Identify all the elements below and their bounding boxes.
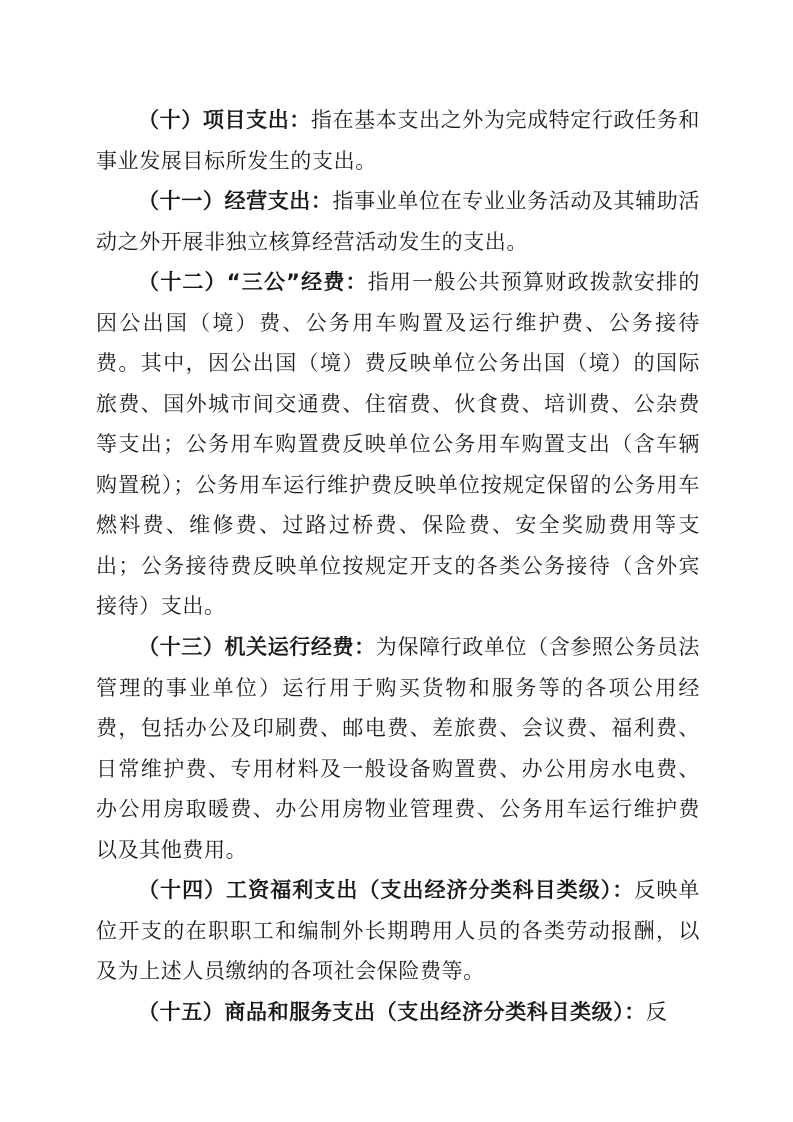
paragraph-text: 指用一般公共预算财政拨款安排的因公出国（境）费、公务用车购置及运行维护费、公务接待费。其中，因公出国（境）费反映单位公务出国（境）的国际旅费、国外城市间交通费、住宿费、伙食费、培训费、公杂费等支出；公务用车购置费反映单位公务用车购置支出（含车辆购置税）；公务用车运行维护费反映单位按规定保留的公务用车燃料费、维修费、过路过桥费、保险费、安全奖励费用等支出；公务接待费反映单位按规定开支的各类公务接待（含外宾接待）支出。 (96, 270, 701, 618)
paragraph-goods-services-expenditure (96, 992, 700, 1033)
paragraph-text: 反 (645, 1000, 668, 1024)
term-label: （十）项目支出： (138, 108, 311, 132)
term-label: （十四）工资福利支出（支出经济分类科目类级）： (138, 878, 635, 902)
paragraph-project-expenditure (96, 100, 700, 181)
term-label: （十三）机关运行经费： (138, 635, 376, 659)
paragraph-text: 为保障行政单位（含参照公务员法管理的事业单位）运行用于购买货物和服务等的各项公用经费，包括办公及印刷费、邮电费、差旅费、会议费、福利费、日常维护费、专用材料及一般设备购置费、办公用房水电费、办公用房取暖费、办公用房物业管理费、公务用车运行维护费以及其他费用。 (96, 635, 700, 862)
paragraph-text: 指在基本支出之外为完成特定行政任务和事业发展目标所发生的支出。 (96, 108, 700, 173)
term-label: （十二）“三公”经费： (138, 270, 368, 294)
paragraph-wage-welfare-expenditure (96, 870, 700, 992)
paragraph-text: 反映单位开支的在职职工和编制外长期聘用人员的各类劳动报酬，以及为上述人员缴纳的各项社会保险费等。 (96, 878, 700, 983)
paragraph-business-expenditure (96, 181, 700, 262)
paragraph-text: 指事业单位在专业业务活动及其辅助活动之外开展非独立核算经营活动发生的支出。 (96, 189, 700, 254)
term-label: （十五）商品和服务支出（支出经济分类科目类级）： (138, 1000, 646, 1024)
paragraph-agency-operating-expenses (96, 627, 700, 870)
paragraph-three-public-expenses (96, 262, 700, 627)
term-label: （十一）经营支出： (138, 189, 333, 213)
